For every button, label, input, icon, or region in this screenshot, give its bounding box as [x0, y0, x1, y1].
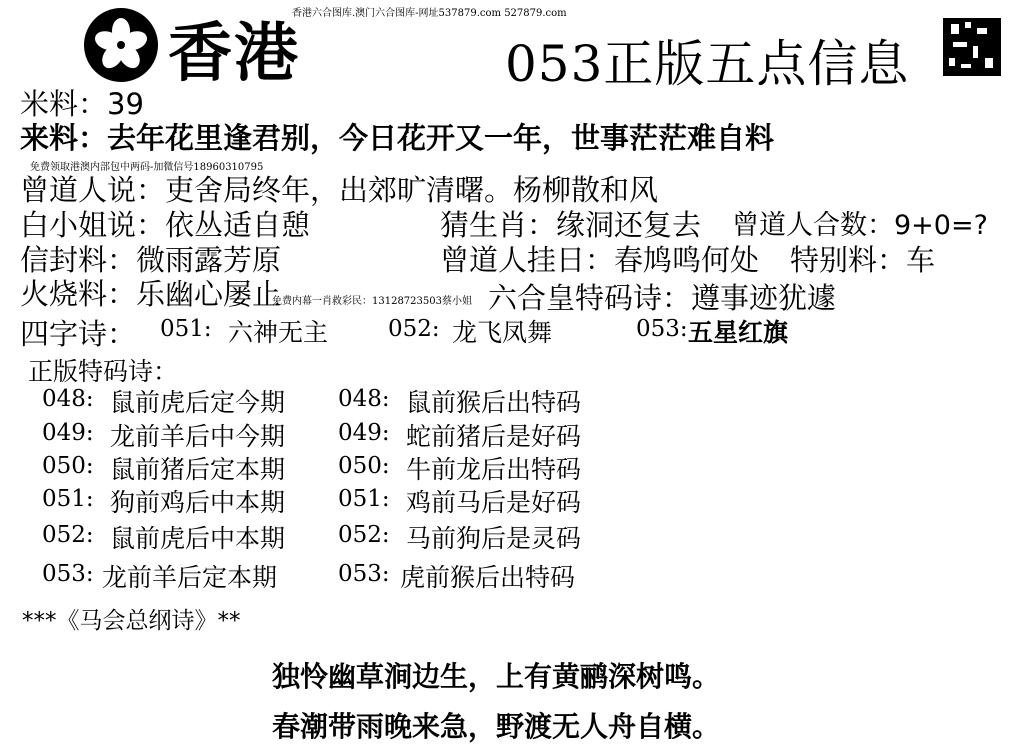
- four-char-code-051: 051:: [160, 316, 212, 342]
- te-ma-right-code: 051:: [338, 486, 390, 512]
- te-ma-left-code: 050:: [42, 453, 94, 479]
- te-ma-poem-heading: 正版特码诗：: [28, 357, 179, 386]
- te-bie-liao-line: 特别料：车: [790, 243, 936, 277]
- te-ma-left-text: 龙前羊后定本期: [102, 563, 278, 592]
- te-ma-right-code: 049:: [338, 420, 390, 446]
- te-ma-right-code: 052:: [338, 522, 390, 548]
- te-ma-left-code: 049:: [42, 420, 94, 446]
- te-ma-right-text: 牛前龙后出特码: [406, 455, 582, 484]
- te-ma-right-text: 虎前猴后出特码: [400, 563, 576, 592]
- qr-code-icon: [943, 18, 1001, 76]
- te-ma-left-text: 鼠前虎后中本期: [110, 524, 286, 553]
- te-ma-right-code: 053:: [338, 561, 390, 587]
- four-char-text-052: 龙飞凤舞: [452, 318, 553, 347]
- four-char-poem-label: 四字诗：: [20, 317, 137, 351]
- lai-liao-line: 来料：去年花里逢君别，今日花开又一年，世事茫茫难自料: [20, 121, 775, 155]
- te-ma-right-text: 鼠前猴后出特码: [406, 388, 582, 417]
- four-char-code-052: 052:: [388, 316, 440, 342]
- promo-note-2: 免费内幕一肖救彩民：13128723503蔡小姐: [272, 296, 472, 307]
- mi-liao-line: 米料：39: [20, 87, 144, 121]
- te-ma-left-code: 053:: [42, 561, 94, 587]
- te-ma-right-code: 048:: [338, 386, 390, 412]
- te-ma-left-text: 龙前羊后中今期: [110, 422, 286, 451]
- te-ma-right-text: 鸡前马后是好码: [406, 488, 582, 517]
- te-ma-right-code: 050:: [338, 453, 390, 479]
- te-ma-left-code: 048:: [42, 386, 94, 412]
- horse-club-line-1: 独怜幽草涧边生，上有黄鹂深树鸣。: [272, 660, 721, 693]
- four-char-text-051: 六神无主: [228, 318, 329, 347]
- top-url-text: 香港六合图库.澳门六合图库-网址537879.com 527879.com: [292, 8, 567, 19]
- zeng-dao-ren-he-shu-line: 曾道人合数：9+0=?: [732, 210, 988, 241]
- te-ma-left-text: 鼠前猪后定本期: [110, 455, 286, 484]
- horse-club-heading: ***《马会总纲诗》**: [22, 608, 241, 634]
- horse-club-line-2: 春潮带雨晚来急，野渡无人舟自横。: [272, 710, 721, 743]
- region-title: 香港: [168, 17, 300, 91]
- te-ma-right-text: 马前狗后是灵码: [406, 524, 582, 553]
- te-ma-left-code: 051:: [42, 486, 94, 512]
- te-ma-left-text: 狗前鸡后中本期: [110, 488, 286, 517]
- zeng-dao-ren-gua-pai-line: 曾道人挂日：春鸠鸣何处: [440, 243, 760, 277]
- promo-note-1: 免费领取港澳内部包中两码-加微信号18960310795: [30, 162, 264, 173]
- issue-title: 053正版五点信息: [505, 35, 910, 93]
- bauhinia-logo-icon: [84, 8, 158, 82]
- four-char-text-053: 五星红旗: [688, 318, 789, 347]
- cai-sheng-xiao-line: 猜生肖：缘洞还复去: [440, 208, 702, 242]
- bauhinia-flower-icon: [91, 15, 151, 75]
- te-ma-right-text: 蛇前猪后是好码: [406, 422, 582, 451]
- xin-feng-liao-line: 信封料：微雨露芳原: [20, 243, 282, 277]
- four-char-code-053: 053:: [636, 316, 688, 342]
- zeng-dao-ren-shuo-line: 曾道人说：吏舍局终年，出郊旷清曙。杨柳散和风: [20, 173, 659, 207]
- huo-shao-liao-line: 火烧料：乐幽心屡止: [20, 277, 282, 311]
- liu-he-huang-poem-line: 六合皇特码诗：遵事迹犹遽: [488, 281, 837, 315]
- te-ma-left-code: 052:: [42, 522, 94, 548]
- te-ma-left-text: 鼠前虎后定今期: [110, 388, 286, 417]
- bai-xiao-jie-shuo-line: 白小姐说：依丛适自憩: [20, 208, 311, 242]
